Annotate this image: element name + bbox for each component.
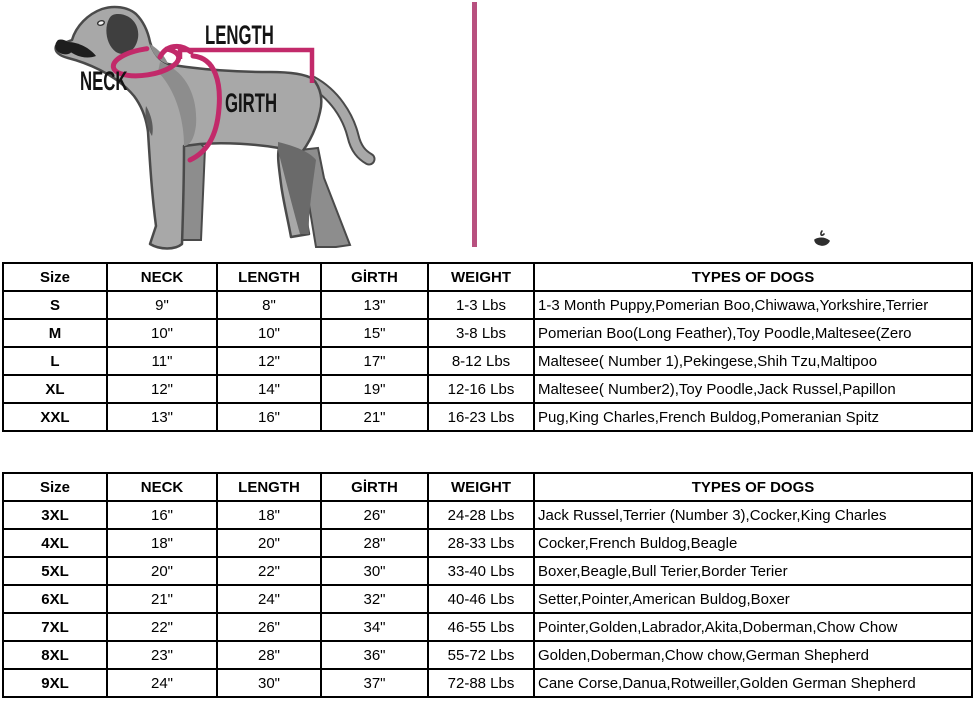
- table-row: [3, 375, 972, 403]
- cell-girth: 15": [321, 319, 428, 347]
- cell-weight: 8-12 Lbs: [428, 347, 534, 375]
- cell-neck: 18": [107, 529, 217, 557]
- cell-weight: 72-88 Lbs: [428, 669, 534, 697]
- table-row: [3, 585, 972, 613]
- cell-types: Jack Russel,Terrier (Number 3),Cocker,King Charles: [534, 501, 972, 529]
- cell-weight: 46-55 Lbs: [428, 613, 534, 641]
- cell-length: 24": [217, 585, 321, 613]
- col-header-girth: GİRTH: [321, 473, 428, 501]
- cell-size: 4XL: [3, 529, 107, 557]
- cell-neck: 16": [107, 501, 217, 529]
- table-row: [3, 291, 972, 319]
- cell-types: Cane Corse,Danua,Rotweiller,Golden German Shepherd: [534, 669, 972, 697]
- cell-weight: 3-8 Lbs: [428, 319, 534, 347]
- cell-neck: 23": [107, 641, 217, 669]
- cell-girth: 32": [321, 585, 428, 613]
- stray-mark-icon: [815, 231, 829, 245]
- cell-size: L: [3, 347, 107, 375]
- cell-size: XL: [3, 375, 107, 403]
- cell-length: 28": [217, 641, 321, 669]
- col-header-types: TYPES OF DOGS: [534, 473, 972, 501]
- col-header-length: LENGTH: [217, 473, 321, 501]
- cell-girth: 36": [321, 641, 428, 669]
- table-row: [3, 347, 972, 375]
- cell-neck: 22": [107, 613, 217, 641]
- girth-label: GIRTH: [225, 88, 278, 118]
- cell-neck: 13": [107, 403, 217, 431]
- cell-neck: 24": [107, 669, 217, 697]
- col-header-neck: NECK: [107, 473, 217, 501]
- size-table-small: [2, 262, 973, 432]
- cell-weight: 28-33 Lbs: [428, 529, 534, 557]
- col-header-neck: NECK: [107, 263, 217, 291]
- cell-girth: 17": [321, 347, 428, 375]
- cell-girth: 37": [321, 669, 428, 697]
- table-row: [3, 403, 972, 431]
- cell-weight: 24-28 Lbs: [428, 501, 534, 529]
- cell-types: Pug,King Charles,French Buldog,Pomeranian Spitz: [534, 403, 972, 431]
- cell-weight: 33-40 Lbs: [428, 557, 534, 585]
- cell-types: Pomerian Boo(Long Feather),Toy Poodle,Maltesee(Zero: [534, 319, 972, 347]
- cell-types: Golden,Doberman,Chow chow,German Shepherd: [534, 641, 972, 669]
- cell-types: Maltesee( Number2),Toy Poodle,Jack Russel,Papillon: [534, 375, 972, 403]
- cell-size: 6XL: [3, 585, 107, 613]
- col-header-weight: WEIGHT: [428, 473, 534, 501]
- col-header-size: Size: [3, 473, 107, 501]
- cell-types: Setter,Pointer,American Buldog,Boxer: [534, 585, 972, 613]
- cell-length: 10": [217, 319, 321, 347]
- cell-types: Cocker,French Buldog,Beagle: [534, 529, 972, 557]
- cell-length: 30": [217, 669, 321, 697]
- header-row: [3, 473, 972, 501]
- cell-girth: 34": [321, 613, 428, 641]
- cell-neck: 12": [107, 375, 217, 403]
- table-row: [3, 501, 972, 529]
- col-header-girth: GİRTH: [321, 263, 428, 291]
- cell-neck: 21": [107, 585, 217, 613]
- cell-girth: 19": [321, 375, 428, 403]
- cell-weight: 12-16 Lbs: [428, 375, 534, 403]
- cell-size: S: [3, 291, 107, 319]
- cell-length: 18": [217, 501, 321, 529]
- cell-weight: 1-3 Lbs: [428, 291, 534, 319]
- dog-measurement-diagram: [0, 0, 973, 258]
- cell-length: 16": [217, 403, 321, 431]
- cell-neck: 11": [107, 347, 217, 375]
- table-row: [3, 613, 972, 641]
- col-header-size: Size: [3, 263, 107, 291]
- cell-size: 5XL: [3, 557, 107, 585]
- cell-size: M: [3, 319, 107, 347]
- cell-types: 1-3 Month Puppy,Pomerian Boo,Chiwawa,Yorkshire,Terrier: [534, 291, 972, 319]
- cell-length: 14": [217, 375, 321, 403]
- cell-size: 7XL: [3, 613, 107, 641]
- neck-label: NECK: [80, 66, 128, 96]
- cell-neck: 9": [107, 291, 217, 319]
- cell-girth: 26": [321, 501, 428, 529]
- cell-types: Boxer,Beagle,Bull Terier,Border Terier: [534, 557, 972, 585]
- col-header-length: LENGTH: [217, 263, 321, 291]
- size-table-large: [2, 472, 973, 698]
- cell-girth: 30": [321, 557, 428, 585]
- cell-types: Maltesee( Number 1),Pekingese,Shih Tzu,Maltipoo: [534, 347, 972, 375]
- cell-neck: 20": [107, 557, 217, 585]
- table-row: [3, 669, 972, 697]
- cell-length: 8": [217, 291, 321, 319]
- cell-size: 3XL: [3, 501, 107, 529]
- cell-size: 9XL: [3, 669, 107, 697]
- cell-girth: 28": [321, 529, 428, 557]
- length-label: LENGTH: [205, 20, 274, 50]
- table-row: [3, 319, 972, 347]
- cell-girth: 13": [321, 291, 428, 319]
- cell-size: XXL: [3, 403, 107, 431]
- cell-weight: 55-72 Lbs: [428, 641, 534, 669]
- table-row: [3, 529, 972, 557]
- cell-weight: 16-23 Lbs: [428, 403, 534, 431]
- header-row: [3, 263, 972, 291]
- cell-size: 8XL: [3, 641, 107, 669]
- table-row: [3, 557, 972, 585]
- col-header-weight: WEIGHT: [428, 263, 534, 291]
- cell-weight: 40-46 Lbs: [428, 585, 534, 613]
- cell-length: 20": [217, 529, 321, 557]
- cell-types: Pointer,Golden,Labrador,Akita,Doberman,Chow Chow: [534, 613, 972, 641]
- cell-length: 22": [217, 557, 321, 585]
- cell-length: 12": [217, 347, 321, 375]
- table-row: [3, 641, 972, 669]
- col-header-types: TYPES OF DOGS: [534, 263, 972, 291]
- cell-length: 26": [217, 613, 321, 641]
- cell-neck: 10": [107, 319, 217, 347]
- cell-girth: 21": [321, 403, 428, 431]
